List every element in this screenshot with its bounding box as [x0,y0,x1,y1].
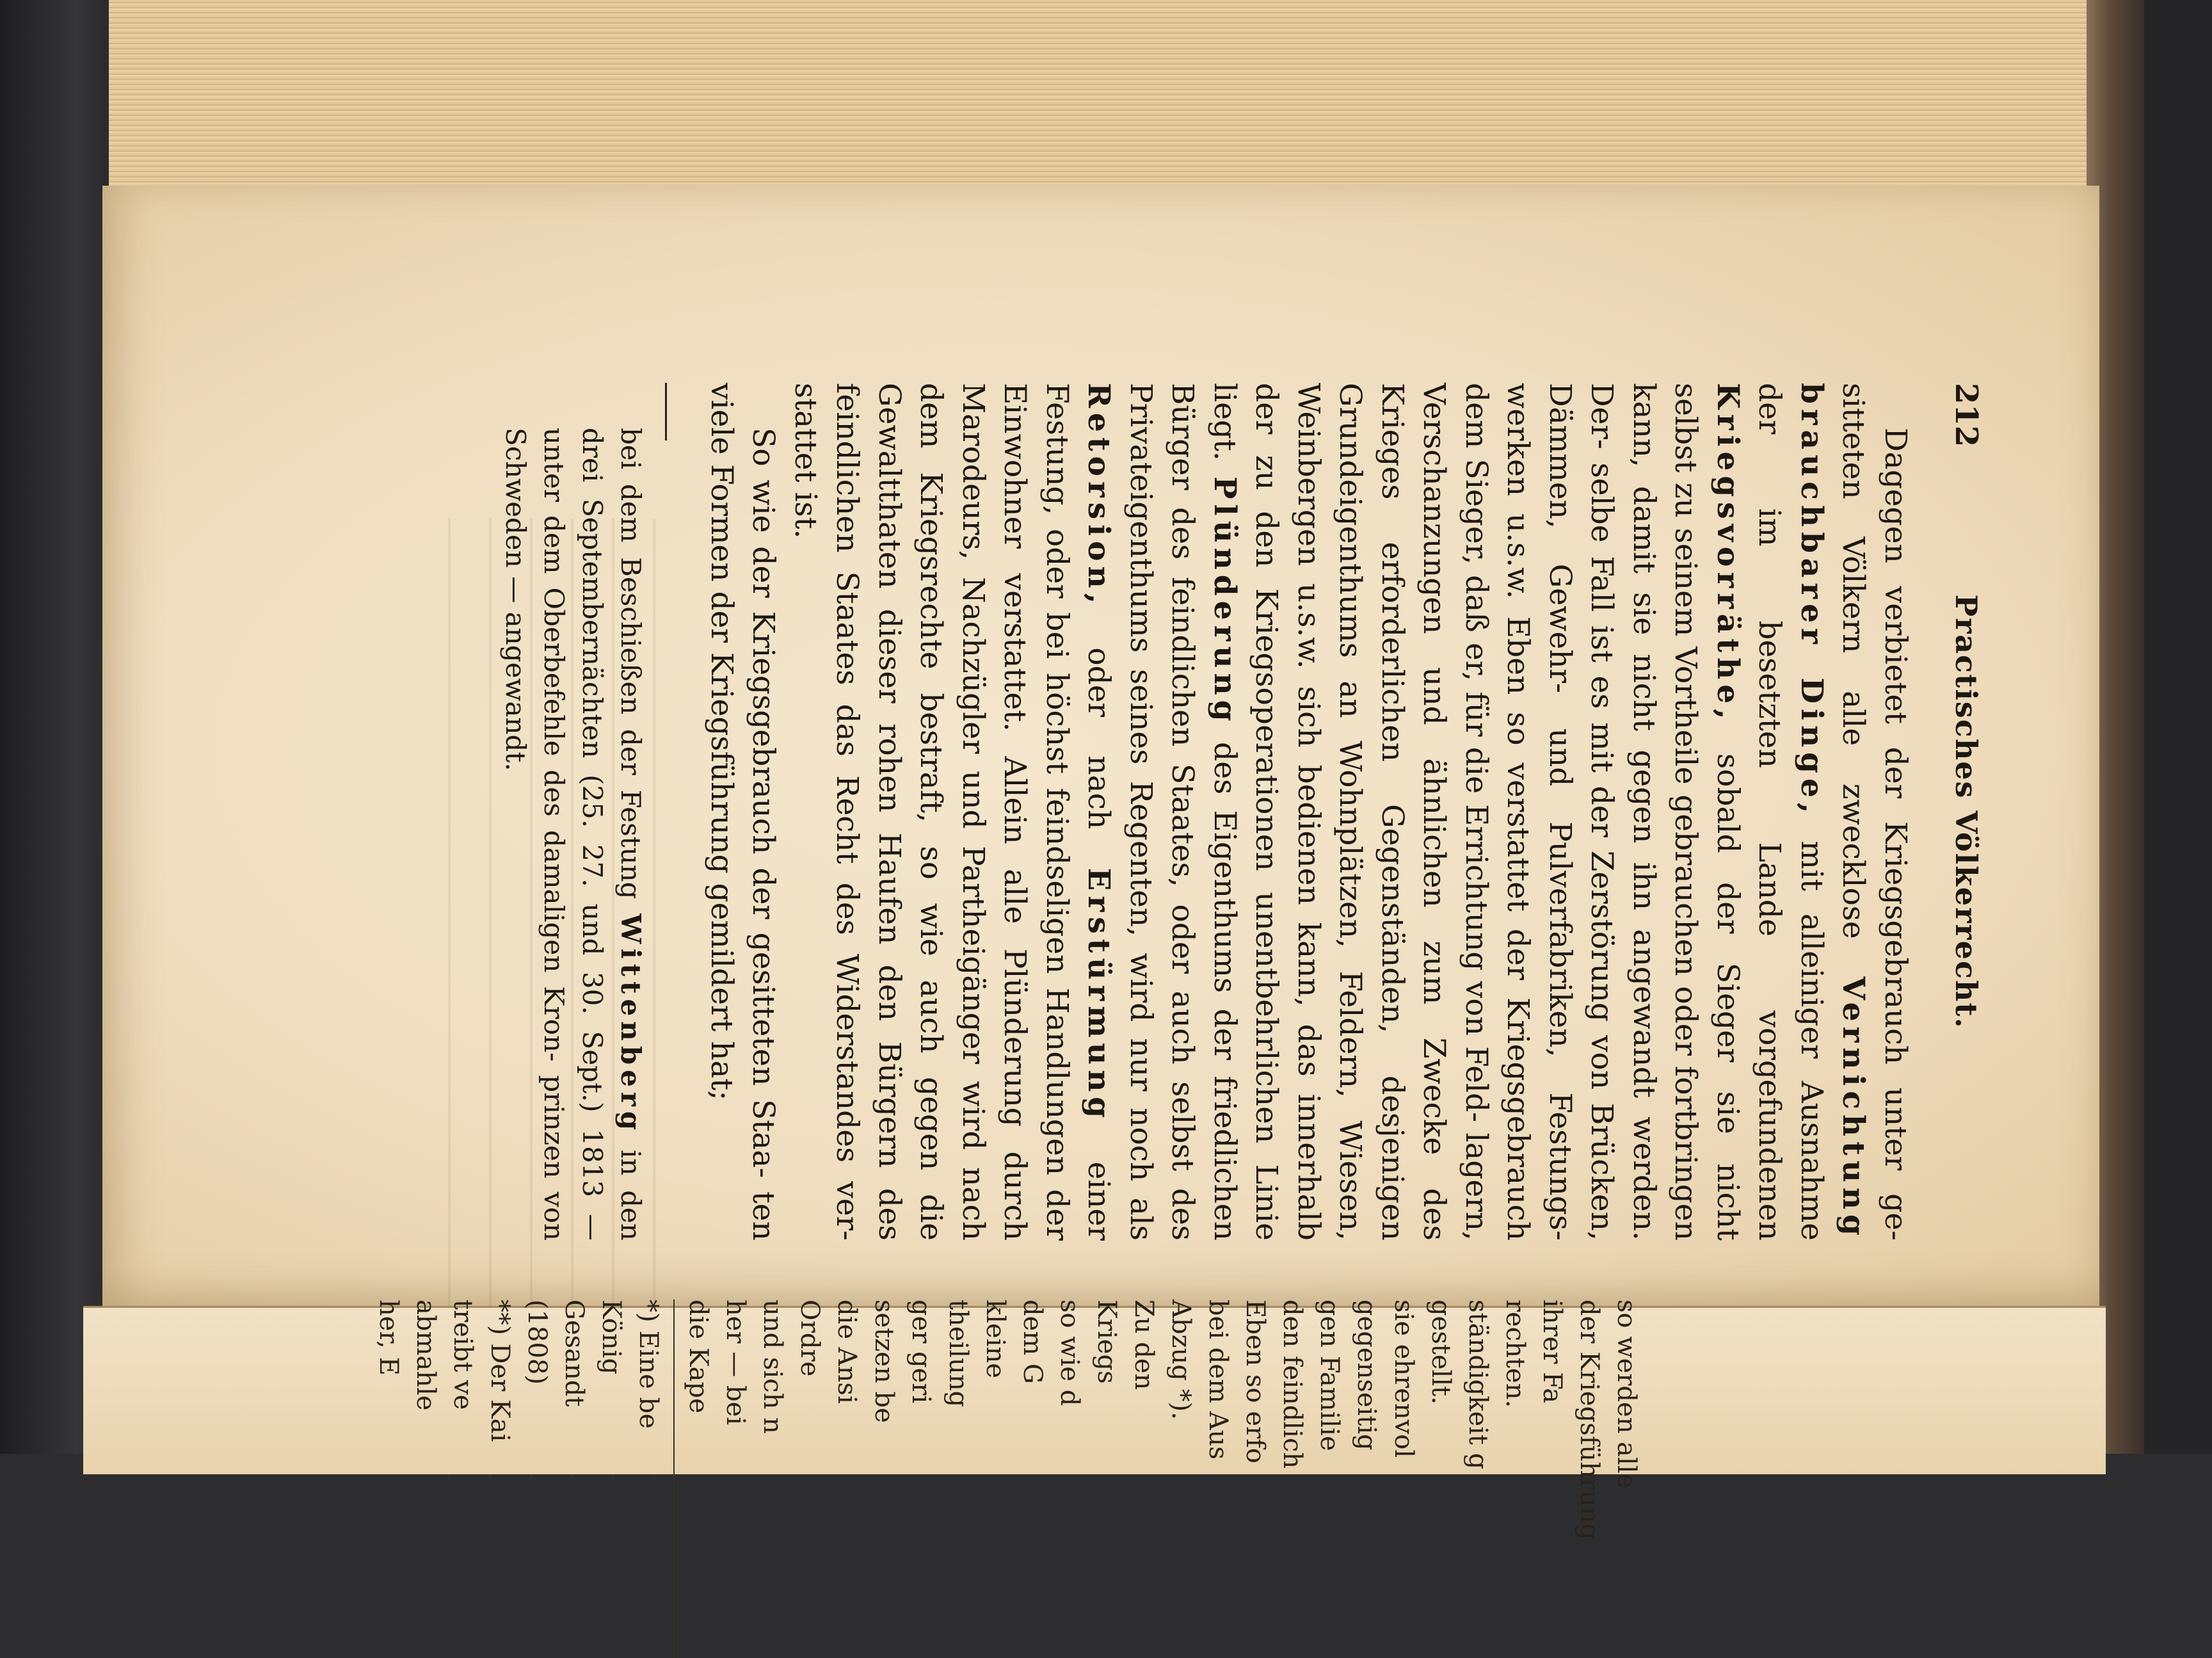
text-line: Dämmen, Gewehr- und Pulverfabriken, Festungs- [1543,383,1578,1241]
next-line: theilung [943,1300,973,1408]
text-line: als [1123,1197,1158,1241]
text-line: dem Kriegsrechte bestraft, so wie auch gegen die [913,383,949,1241]
text-line: mit alleiniger [1794,818,1829,1059]
text-line: Grundeigenthums an Wohnplätzen, Feldern, Wiesen, [1333,383,1368,1241]
text-line: werken u.s.w. Eben so verstattet der Kriegsgebrauch [1500,383,1536,1241]
text-line: Marodeurs, Nachzügler und Partheigänger wird nach [956,383,991,1241]
next-line: bei dem Aus [1203,1300,1233,1460]
next-page-content [374,1300,1645,1540]
text-line: einer [1081,1123,1117,1241]
next-line: Zu den [1129,1300,1158,1390]
next-footnote-line: her, E [374,1300,403,1376]
main-text [701,383,1917,1241]
paragraph-1 [785,383,1917,1241]
next-footnote-line: treibt ve [448,1300,477,1410]
next-line: ihrer Fa [1537,1300,1567,1404]
next-footnote-line: **) Der Kai [485,1300,515,1442]
text-line: des Eigenthums der friedlichen [1207,726,1242,1241]
footnote-rule [666,383,668,440]
text-line: sobald der Sieger sie nicht selbst [1668,383,1745,1241]
footnote [497,383,650,1241]
text-line: Einwohner verstattet. Allein alle Plünderung durch [997,383,1033,1241]
text-line: lagern, Verschanzungen und ähnlichen zum Zwecke [1416,383,1494,1241]
next-footnote-line: Gesandt [559,1300,589,1407]
next-line: die Kape [684,1300,713,1413]
next-line: dem G [1018,1300,1047,1384]
next-line: gegenseitig [1352,1300,1381,1451]
next-line: sie ehrenvol [1389,1300,1418,1458]
text-line: des Krieges erforderlichen Gegenständen, desjenigen [1375,383,1452,1241]
next-footnote-line: König [597,1300,626,1375]
emphasis-text: Wittenberg [615,914,647,1136]
next-line: so werden alle [1612,1300,1641,1489]
next-line: gen Familie [1315,1300,1344,1451]
next-line: ständigkeit g [1463,1300,1493,1470]
text-line: oder nach [1081,608,1117,868]
page-edges [109,0,2106,193]
emphasis-text: Erstürmung [1081,867,1117,1123]
emphasis-text: Vernichtung brauchbarer Dinge, [1794,383,1871,1241]
next-footnote-line: abmahle [411,1300,440,1411]
next-line: und sich n [758,1300,787,1434]
text-line: selbe Fall ist es mit der Zerstörung von Brücken, [1584,462,1620,1241]
footnote-line: den drei Septembernächten (25. 27. und 30. Sept.) [577,428,647,1241]
text-line: Gewaltthaten dieser rohen Haufen den Bürgern des [872,383,907,1241]
next-line: ger geri [906,1300,936,1404]
footnote-line: bei dem Beschießen der Festung [615,428,647,914]
next-footnote-line: *) Eine be [634,1300,663,1429]
text-line: So wie der Kriegsgebrauch der gesitteten Staa- [746,428,781,1179]
next-line: setzen be [869,1300,899,1423]
dark-background-right [2142,0,2212,1454]
text-line: Bürger des feindlichen Staates, oder auch selbst des [1165,383,1201,1241]
footnote-line: 1813 — unter dem Oberbefehle des damaligen Kron- [538,428,609,1241]
page-header [1923,383,1984,1241]
text-line: Dagegen verbietet der Kriegsgebrauch unter ge- [1878,428,1913,1241]
next-line: Ordre [795,1300,824,1377]
text-line: ten viele Formen der Kriegsführung gemildert hat; [704,383,781,1241]
text-line: sitteten Völkern alle zwecklose [1836,383,1871,977]
next-footnote-rule [673,1300,675,1658]
next-line: kleine [981,1300,1010,1378]
text-line: Weinbergen u.s.w. sich bedienen kann, das innerhalb [1291,383,1326,1241]
dark-background-left [0,0,109,1454]
running-title: Practisches Völkerrecht. [1949,594,1984,1029]
footnote-line: prinzen von Schweden — angewandt. [500,428,570,1241]
next-line: Abzug *). [1166,1300,1196,1420]
text-line: Ausnahme der im besetzten Lande vorgefundenen [1752,383,1829,1241]
text-line: stattet ist. [788,383,823,539]
page-number: 212 [1948,383,1984,447]
text-line: zu seinem Vortheile gebrauchen oder fortbringen kann, [1626,383,1704,1241]
text-line: liegt. [1207,383,1242,477]
text-line: Privateigenthums seines Regenten, wird nur noch [1123,383,1158,1182]
text-line: der zu den Kriegsoperationen unentbehrlichen Linie [1249,383,1285,1241]
next-line: her — bei [721,1300,750,1426]
next-line: die Ansi [832,1300,862,1404]
page-content [320,383,1984,1241]
next-line: so wie d [1055,1300,1084,1406]
text-line: Festung, oder bei höchst feindseligen Handlungen der [1039,383,1075,1241]
next-line: rechten. [1500,1300,1530,1408]
emphasis-text: Kriegsvorräthe, [1710,383,1745,725]
text-line: damit sie nicht gegen ihn angewandt werden. Der- [1584,383,1662,1241]
next-line: den feindlich [1278,1300,1307,1469]
text-line: feindlichen Staates das Recht des Widerstandes ver- [830,383,865,1241]
paragraph-2 [701,383,785,1241]
footnote-line: in [615,1135,647,1176]
text-line: dem Sieger, daß er, für die Errichtung von Feld- [1459,383,1494,1123]
next-line: Eben so erfo [1240,1300,1270,1463]
next-line: der Kriegsführung [1575,1300,1604,1540]
next-line: Kriegs [1092,1300,1121,1384]
emphasis-text: Retorsion, [1081,383,1117,609]
emphasis-text: Plünderung [1207,476,1242,727]
next-line: gestellt. [1426,1300,1455,1404]
next-footnote-line: (1808) [522,1300,552,1385]
